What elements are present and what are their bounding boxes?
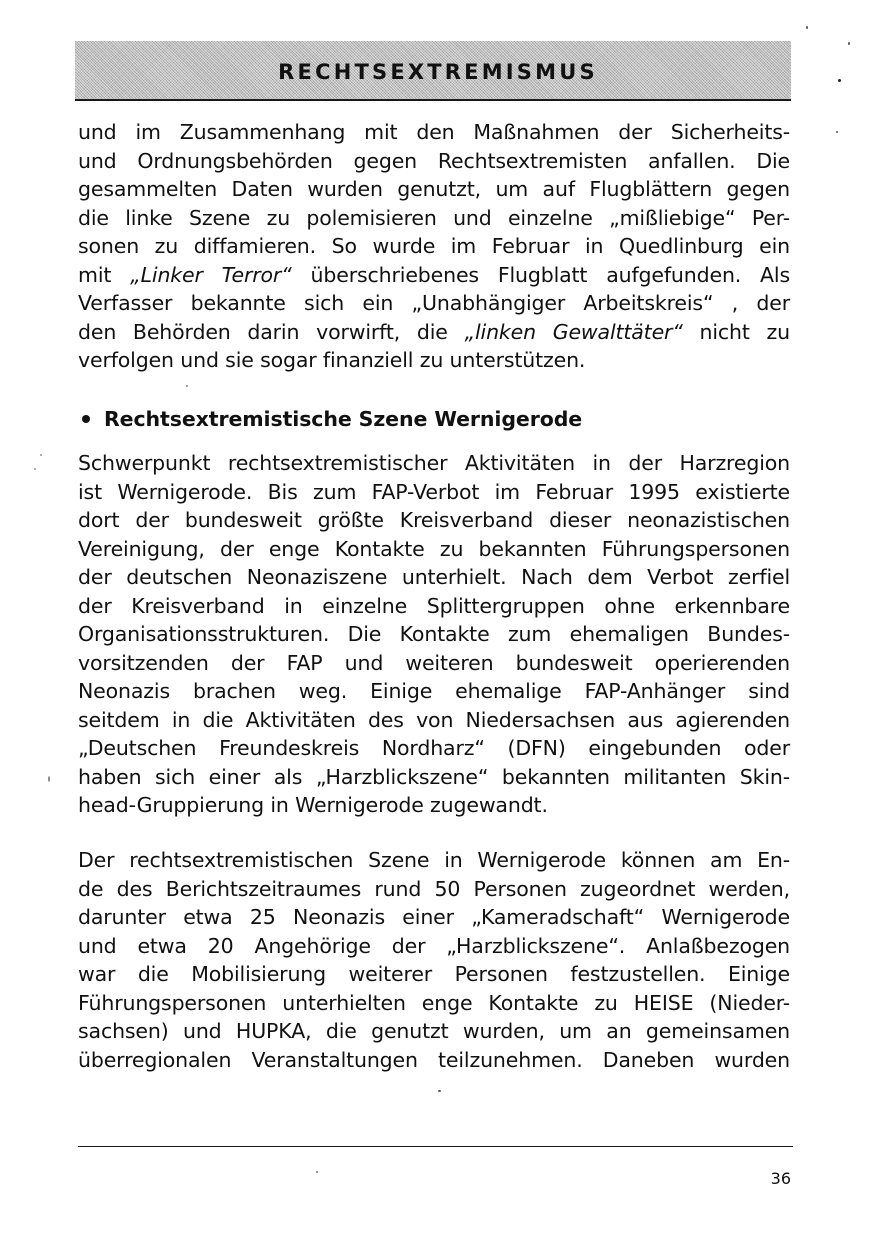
text-line bbox=[78, 478, 790, 507]
scan-speck bbox=[316, 1171, 318, 1173]
text-line bbox=[78, 175, 790, 204]
text-line-content bbox=[78, 791, 790, 820]
text-run: gesammelten Daten wurden genutzt, um auf Flugblättern gegen bbox=[78, 177, 790, 201]
text-line bbox=[78, 289, 790, 318]
text-line-content bbox=[78, 449, 790, 478]
text-line bbox=[78, 846, 790, 875]
text-run: verfolgen und sie sogar finanziell zu unterstützen. bbox=[78, 348, 586, 372]
italic-quote: „Linker Terror“ bbox=[130, 262, 292, 287]
text-line bbox=[78, 989, 790, 1018]
text-line-content bbox=[78, 204, 790, 233]
text-line bbox=[78, 649, 790, 678]
text-run: nicht zu bbox=[682, 319, 790, 344]
text-run: haben sich einer als „Harzblickszene“ bekannten militanten Skin- bbox=[78, 764, 790, 789]
text-line-content bbox=[78, 763, 790, 792]
text-run: Schwerpunkt rechtsextremistischer Aktivitäten in der Harzregion bbox=[78, 451, 790, 475]
scan-speck bbox=[836, 131, 838, 133]
paragraph-2 bbox=[78, 449, 790, 820]
bullet-icon bbox=[82, 415, 90, 423]
text-line bbox=[78, 763, 790, 792]
header-title: RECHTSEXTREMISMUS bbox=[278, 60, 598, 84]
text-run: Der rechtsextremistischen Szene in Wernigerode können am En- bbox=[78, 848, 790, 872]
text-line bbox=[78, 261, 790, 290]
text-line-content bbox=[78, 620, 790, 649]
text-run: und Ordnungsbehörden gegen Rechtsextremisten anfallen. Die bbox=[78, 148, 790, 173]
scan-speck bbox=[186, 385, 188, 387]
text-line-content bbox=[78, 846, 790, 875]
italic-quote: „linken Gewalttäter“ bbox=[464, 319, 683, 344]
text-line-content bbox=[78, 478, 790, 507]
scan-speck bbox=[806, 26, 808, 29]
text-line bbox=[78, 875, 790, 904]
text-run: und etwa 20 Angehörige der „Harzblickszene“. Anlaßbezogen bbox=[78, 933, 790, 958]
scan-speck bbox=[838, 79, 841, 82]
text-line-content bbox=[78, 903, 790, 932]
text-run: head-Gruppierung in Wernigerode zugewandt. bbox=[78, 793, 548, 817]
text-line-content bbox=[78, 960, 790, 989]
text-line bbox=[78, 535, 790, 564]
scan-speck bbox=[40, 454, 42, 456]
text-line-content bbox=[78, 232, 790, 261]
text-line bbox=[78, 563, 790, 592]
text-line-content bbox=[78, 289, 790, 318]
section-heading-text: Rechtsextremistische Szene Wernigerode bbox=[104, 407, 583, 431]
text-run: sachsen) und HUPKA, die genutzt wurden, um an gemeinsamen bbox=[78, 1019, 790, 1043]
scan-speck bbox=[848, 42, 850, 45]
text-line bbox=[78, 232, 790, 261]
text-run: de des Berichtszeitraumes rund 50 Personen zugeordnet werden, bbox=[78, 876, 790, 901]
text-run: überregionalen Veranstaltungen teilzunehmen. Daneben wurden bbox=[78, 1047, 790, 1072]
text-run: der deutschen Neonaziszene unterhielt. Nach dem Verbot zerfiel bbox=[78, 565, 790, 589]
text-line-content bbox=[78, 1017, 790, 1046]
text-run: Verfasser bekannte sich ein „Unabhängiger Arbeitskreis“ , der bbox=[78, 291, 790, 315]
text-line bbox=[78, 620, 790, 649]
text-run: darunter etwa 25 Neonazis einer „Kameradschaft“ Wernigerode bbox=[78, 905, 790, 929]
text-line-content bbox=[78, 563, 790, 592]
text-run: sonen zu diffamieren. So wurde im Februar in Quedlinburg ein bbox=[78, 234, 790, 258]
text-run: ist Wernigerode. Bis zum FAP-Verbot im Februar 1995 existierte bbox=[78, 479, 790, 504]
text-line-content bbox=[78, 989, 790, 1018]
text-line bbox=[78, 449, 790, 478]
text-line bbox=[78, 506, 790, 535]
text-run: Vereinigung, der enge Kontakte zu bekannten Führungspersonen bbox=[78, 536, 790, 561]
section-heading bbox=[78, 405, 582, 433]
text-line bbox=[78, 706, 790, 735]
text-line bbox=[78, 118, 790, 147]
text-line-content bbox=[78, 734, 790, 763]
text-line-content bbox=[78, 346, 790, 375]
text-run: der Kreisverband in einzelne Splittergruppen ohne erkennbare bbox=[78, 593, 790, 618]
text-line bbox=[78, 932, 790, 961]
text-line-content bbox=[78, 1046, 790, 1075]
text-line bbox=[78, 147, 790, 176]
text-line-content bbox=[78, 649, 790, 678]
text-line-content bbox=[78, 318, 790, 347]
text-run: überschriebenes Flugblatt aufgefunden. Als bbox=[291, 262, 790, 287]
text-line-content bbox=[78, 677, 790, 706]
text-line bbox=[78, 791, 790, 820]
text-run: Neonazis brachen weg. Einige ehemalige FAP-Anhänger sind bbox=[78, 679, 790, 703]
text-line-content bbox=[78, 506, 790, 535]
text-run: und im Zusammenhang mit den Maßnahmen der Sicherheits- bbox=[78, 120, 790, 144]
paragraph-1 bbox=[78, 118, 790, 375]
text-line bbox=[78, 346, 790, 375]
paragraph-3 bbox=[78, 846, 790, 1074]
text-line bbox=[78, 960, 790, 989]
text-line-content bbox=[78, 147, 790, 176]
header-banner bbox=[75, 41, 791, 101]
text-line bbox=[78, 1017, 790, 1046]
text-line bbox=[78, 204, 790, 233]
text-line-content bbox=[78, 592, 790, 621]
scan-speck bbox=[48, 776, 50, 782]
text-run: Führungspersonen unterhielten enge Kontakte zu HEISE (Nieder- bbox=[78, 990, 790, 1015]
text-run: seitdem in die Aktivitäten des von Niedersachsen aus agierenden bbox=[78, 707, 790, 732]
text-run: war die Mobilisierung weiterer Personen festzustellen. Einige bbox=[78, 962, 790, 986]
scan-speck bbox=[438, 1090, 441, 1092]
text-run: Organisationsstrukturen. Die Kontakte zum ehemaligen Bundes- bbox=[78, 622, 790, 646]
text-line-content bbox=[78, 175, 790, 204]
text-run: die linke Szene zu polemisieren und einzelne „mißliebige“ Per- bbox=[78, 205, 790, 230]
text-run: vorsitzenden der FAP und weiteren bundesweit operierenden bbox=[78, 650, 790, 675]
text-line bbox=[78, 903, 790, 932]
text-line-content bbox=[78, 261, 790, 290]
text-line-content bbox=[78, 535, 790, 564]
text-line bbox=[78, 592, 790, 621]
text-line-content bbox=[78, 875, 790, 904]
text-line-content bbox=[78, 706, 790, 735]
text-line-content bbox=[78, 118, 790, 147]
text-line bbox=[78, 677, 790, 706]
text-line bbox=[78, 318, 790, 347]
text-line-content bbox=[78, 932, 790, 961]
text-line bbox=[78, 734, 790, 763]
text-run: mit bbox=[78, 262, 131, 287]
text-run: den Behörden darin vorwirft, die bbox=[78, 319, 465, 344]
text-run: „Deutschen Freundeskreis Nordharz“ (DFN) eingebunden oder bbox=[78, 736, 790, 760]
text-run: dort der bundesweit größte Kreisverband dieser neonazistischen bbox=[78, 508, 790, 532]
text-line bbox=[78, 1046, 790, 1075]
page-number: 36 bbox=[770, 1169, 791, 1188]
footer-rule bbox=[78, 1146, 793, 1147]
scan-speck bbox=[34, 468, 36, 470]
